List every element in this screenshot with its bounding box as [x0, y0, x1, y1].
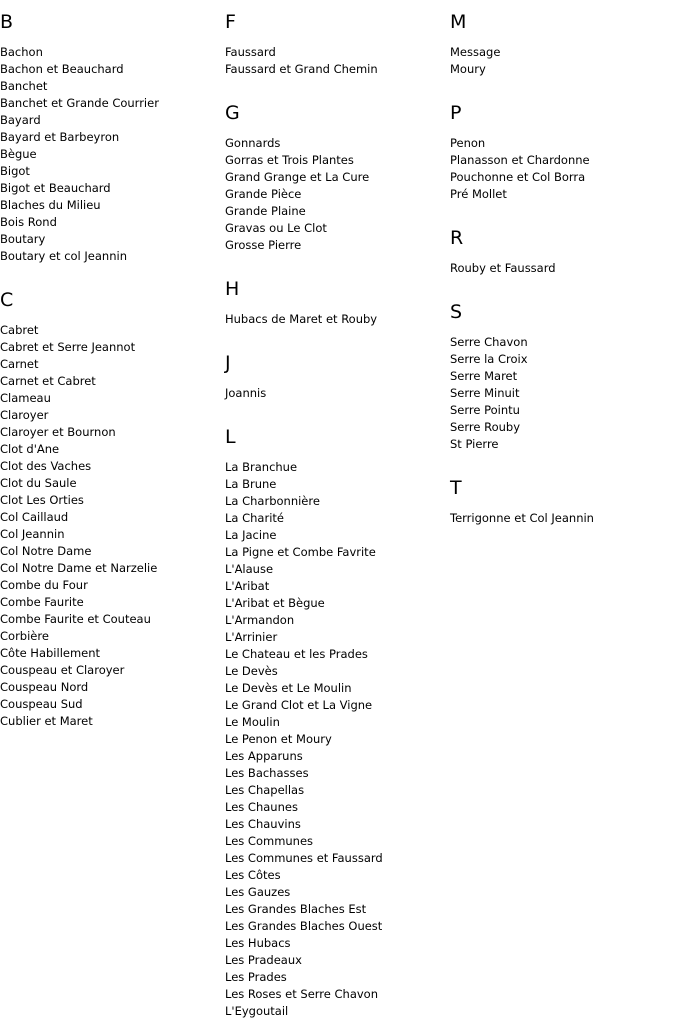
letter-section [0, 10, 225, 265]
section-letter-heading: F [225, 11, 236, 33]
place-name-item: Les Prades [225, 970, 287, 984]
place-name-item: Terrigonne et Col Jeannin [450, 511, 594, 525]
place-name-item: Col Notre Dame [0, 544, 92, 558]
place-name-item: La Branchue [225, 460, 298, 474]
section-letter-heading: P [450, 102, 462, 124]
place-name-item: Bois Rond [0, 215, 57, 229]
place-name-item: Combe du Four [0, 578, 88, 592]
place-name-item: Cabret et Serre Jeannot [0, 340, 136, 354]
place-name-item: Clot du Saule [0, 476, 77, 490]
place-name-item: La Jacine [225, 528, 277, 542]
column-1 [0, 10, 225, 730]
letter-section [450, 10, 675, 78]
place-name-item: Serre Rouby [450, 420, 521, 434]
place-name-list [225, 385, 450, 402]
place-name-item: Côte Habillement [0, 646, 101, 660]
place-name-item: Clameau [0, 391, 51, 405]
place-name-item: Cabret [0, 323, 39, 337]
column-3 [450, 10, 675, 527]
place-name-list [450, 135, 675, 203]
place-name-item: Planasson et Chardonne [450, 153, 590, 167]
place-name-item: Les Hubacs [225, 936, 291, 950]
letter-section [225, 277, 450, 328]
letter-section [450, 476, 675, 527]
place-name-item: Moury [450, 62, 486, 76]
place-name-item: Bachon [0, 45, 43, 59]
place-name-item: Penon [450, 136, 486, 150]
place-name-item: Couspeau Sud [0, 697, 83, 711]
place-name-item: L'Aribat et Bègue [225, 596, 325, 610]
place-name-item: Clot d'Ane [0, 442, 60, 456]
place-name-item: Les Gauzes [225, 885, 291, 899]
place-name-list [0, 44, 225, 265]
place-name-item: Le Devès [225, 664, 278, 678]
place-name-item: Gonnards [225, 136, 281, 150]
place-name-item: Les Chapellas [225, 783, 305, 797]
place-name-item: Banchet [0, 79, 48, 93]
place-name-item: Corbière [0, 629, 49, 643]
place-name-item: Bayard [0, 113, 41, 127]
letter-section [225, 351, 450, 402]
place-name-item: Message [450, 45, 501, 59]
letter-section [225, 101, 450, 254]
place-name-item: Les Côtes [225, 868, 281, 882]
place-name-item: L'Arrinier [225, 630, 278, 644]
letter-section [450, 300, 675, 453]
place-name-list [450, 44, 675, 78]
place-name-item: Bègue [0, 147, 37, 161]
place-name-item: Bigot [0, 164, 30, 178]
place-name-item: Les Chaunes [225, 800, 298, 814]
place-name-list [225, 44, 450, 78]
section-letter-heading: J [225, 352, 231, 374]
place-name-item: L'Armandon [225, 613, 295, 627]
place-name-item: Claroyer [0, 408, 49, 422]
place-name-item: Serre Minuit [450, 386, 520, 400]
place-name-item: Grand Grange et La Cure [225, 170, 370, 184]
place-name-item: Les Roses et Serre Chavon [225, 987, 378, 1001]
place-name-item: Serre Maret [450, 369, 518, 383]
place-name-item: Pré Mollet [450, 187, 507, 201]
place-name-item: Grande Pièce [225, 187, 302, 201]
place-name-item: Les Communes et Faussard [225, 851, 383, 865]
place-name-item: Les Communes [225, 834, 314, 848]
place-name-item: Serre Chavon [450, 335, 528, 349]
section-letter-heading: R [450, 227, 464, 249]
place-name-list [450, 334, 675, 453]
letter-section [225, 425, 450, 1020]
section-letter-heading: H [225, 278, 240, 300]
section-letter-heading: B [0, 11, 14, 33]
section-letter-heading: C [0, 289, 14, 311]
letter-section [225, 10, 450, 78]
place-name-item: Gravas ou Le Clot [225, 221, 327, 235]
letter-section [450, 101, 675, 203]
place-name-item: Couspeau Nord [0, 680, 89, 694]
place-name-item: Les Chauvins [225, 817, 301, 831]
place-name-item: Les Grandes Blaches Ouest [225, 919, 383, 933]
place-name-item: Col Jeannin [0, 527, 65, 541]
place-name-item: Le Moulin [225, 715, 280, 729]
place-name-list [0, 322, 225, 730]
section-letter-heading: S [450, 301, 463, 323]
place-name-item: Bayard et Barbeyron [0, 130, 120, 144]
section-letter-heading: M [450, 11, 467, 33]
place-name-item: Blaches du Milieu [0, 198, 101, 212]
section-letter-heading: G [225, 102, 240, 124]
place-name-item: Clot Les Orties [0, 493, 84, 507]
place-name-item: Combe Faurite et Couteau [0, 612, 151, 626]
place-name-item: Le Penon et Moury [225, 732, 332, 746]
place-name-item: La Brune [225, 477, 277, 491]
place-name-item: Clot des Vaches [0, 459, 92, 473]
place-name-item: Boutary [0, 232, 46, 246]
place-name-list [225, 135, 450, 254]
place-name-item: Col Notre Dame et Narzelie [0, 561, 158, 575]
place-name-item: Joannis [225, 386, 267, 400]
place-name-item: L'Aribat [225, 579, 270, 593]
place-name-item: Bachon et Beauchard [0, 62, 124, 76]
column-2 [225, 10, 450, 1020]
place-name-item: L'Eygoutail [225, 1004, 289, 1018]
letter-section [450, 226, 675, 277]
place-name-item: Le Grand Clot et La Vigne [225, 698, 373, 712]
place-name-item: Boutary et col Jeannin [0, 249, 127, 263]
place-name-item: Bigot et Beauchard [0, 181, 111, 195]
place-name-item: Gorras et Trois Plantes [225, 153, 354, 167]
place-name-list [225, 459, 450, 1020]
place-name-item: Carnet [0, 357, 39, 371]
place-name-item: Serre Pointu [450, 403, 520, 417]
place-name-item: Banchet et Grande Courrier [0, 96, 159, 110]
place-name-item: Pouchonne et Col Borra [450, 170, 586, 184]
place-name-item: Carnet et Cabret [0, 374, 96, 388]
place-name-item: Grosse Pierre [225, 238, 302, 252]
place-name-item: La Charbonnière [225, 494, 320, 508]
place-name-item: Combe Faurite [0, 595, 84, 609]
section-letter-heading: L [225, 426, 236, 448]
place-name-item: Claroyer et Bournon [0, 425, 116, 439]
letter-section [0, 288, 225, 730]
place-name-list [450, 510, 675, 527]
place-name-item: Cublier et Maret [0, 714, 93, 728]
place-name-item: Les Grandes Blaches Est [225, 902, 367, 916]
place-name-item: L'Alause [225, 562, 274, 576]
place-name-list [450, 260, 675, 277]
place-name-item: Serre la Croix [450, 352, 528, 366]
place-name-item: Faussard et Grand Chemin [225, 62, 378, 76]
place-name-item: Couspeau et Claroyer [0, 663, 125, 677]
place-name-item: Hubacs de Maret et Rouby [225, 312, 378, 326]
place-name-item: La Pigne et Combe Favrite [225, 545, 376, 559]
place-name-item: St Pierre [450, 437, 499, 451]
section-letter-heading: T [450, 477, 462, 499]
place-name-item: Grande Plaine [225, 204, 306, 218]
place-name-item: La Charité [225, 511, 284, 525]
place-name-item: Les Bachasses [225, 766, 309, 780]
place-name-item: Col Caillaud [0, 510, 69, 524]
place-name-item: Rouby et Faussard [450, 261, 556, 275]
place-name-item: Les Apparuns [225, 749, 303, 763]
place-name-list [225, 311, 450, 328]
place-name-item: Le Chateau et les Prades [225, 647, 368, 661]
place-name-item: Le Devès et Le Moulin [225, 681, 352, 695]
place-name-item: Les Pradeaux [225, 953, 302, 967]
place-name-item: Faussard [225, 45, 276, 59]
